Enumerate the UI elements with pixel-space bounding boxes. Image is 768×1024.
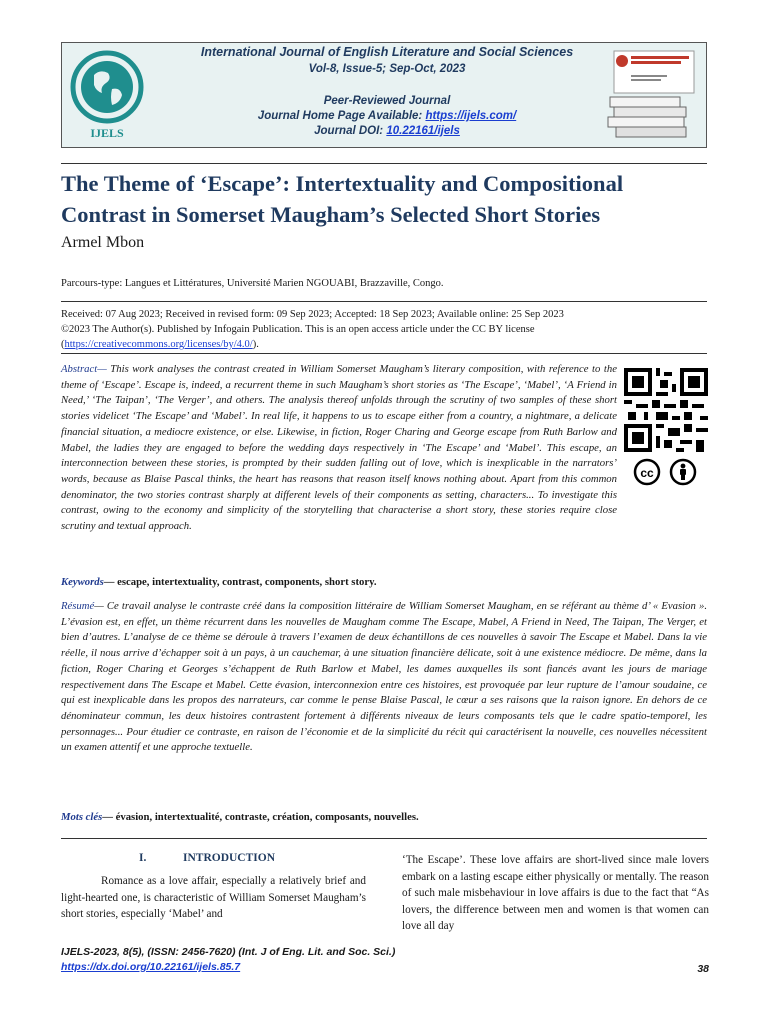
journal-volume: Vol-8, Issue-5; Sep-Oct, 2023 bbox=[308, 63, 466, 75]
dates-line1: Received: 07 Aug 2023; Received in revised form: 09 Sep 2023; Accepted: 18 Sep 2023; Available online: 25 Sep 2023 bbox=[61, 309, 564, 320]
doi-link[interactable]: 10.22161/ijels bbox=[386, 125, 460, 137]
qr-code-icon[interactable] bbox=[624, 368, 708, 452]
license-open: ( bbox=[61, 339, 65, 350]
journal-cover-image bbox=[606, 49, 698, 143]
dates-line2: ©2023 The Author(s). Published by Infogain Publication. This is an open access article under the CC BY license bbox=[61, 324, 535, 335]
abstract-text: This work analyses the contrast created in William Somerset Maugham’s literary composition, with reference to the theme of ‘Escape’. Escape is, indeed, a recurrent theme in such Maugham’s short stories as ‘The Escape’, ‘Mabel’, ‘A Friend in Need,’ ‘The Taipan’, ‘The Verger’, and others. The analysis thereof unfolds through the scrutiny of two samples of these short stories videlicet ‘The Escape’ and ‘Mabel’. In real life, it happens to us to escape either from a country, a nightmare, a delicate financial situation, a mediocre existence, or else. Likewise, in fiction, Roger Charing and George escape from Ruth Barlow and Mabel, the ladies they are engaged to before the wedding days respectively in ‘The Escape’ and ‘Mabel’. This escape, an interconnection between these stories, is prompted by their sudden falling out of love, which is inexplicable in the narrators’ words, because as Blaise Pascal thinks, the heart has reasons that reason itself knows nothing about. Apart from this common denominator, the two stories contrast sharply at different levels of their components as setting, characters... To investigate this contrast, owing to the economy and simplicity of the storytelling that characterise a short story, these stories require close scrutiny and textual approach. bbox=[61, 363, 617, 533]
mots-label: Mots clés bbox=[61, 811, 103, 823]
resume-text: — Ce travail analyse le contraste créé dans la composition littéraire de William Somerset Maugham, en se référant au thème d’ « Evasion ». L’évasion est, en effet, un thème récurrent dans les nouvelles de Maugham comme The Escape, Mabel, A Friend in Need, The Taipan, The Verger, et bien d’autres. L’analyse de ce thème se déroule à travers l’examen de deux échantillons de ces nouvelles à savoir The Escape et Mabel. Dans la vie réelle, il nous arrive d’échapper soit à un pays, à un cauchemar, à une situation financière délicate, soit à une existence médiocre. De même, dans la fiction, Roger Charing et Georges s’échappent de Ruth Barlow et Mabel, les dames auxquelles ils sont fiancés avant les jours de mariage respectivement dans The Escape et Mabel. Cette évasion, interconnexion entre ces histoires, est provoquée par leur rupture de l’amour soudaine, ce qui est inexplicable dans les propos des narrateurs, car comme le pense Blaise Pascal, le cœur a ses raisons que la raison ignore. En dehors de ce dénominateur commun, les deux histoires contrastent fortement à différents niveaux de leurs composants tels que le cadre spatio-temporel, les personnages... Pour étudier ce contraste, en raison de l’économie et de la simplicité du récit qui caractérisent la nouvelle, ces nouvelles nécessitent un examen attentif et une approche textuelle. bbox=[61, 600, 707, 754]
license-line bbox=[61, 337, 711, 352]
affiliation: Parcours-type: Langues et Littératures, Université Marien NGOUABI, Brazzaville, Congo. bbox=[61, 278, 444, 289]
page-footer bbox=[61, 945, 709, 975]
svg-text:cc: cc bbox=[640, 466, 654, 480]
abstract-top-rule bbox=[61, 353, 707, 354]
license-link[interactable]: https://creativecommons.org/licenses/by/4.0/ bbox=[64, 339, 253, 350]
keywords-label: Keywords bbox=[61, 576, 104, 588]
mots-cles bbox=[61, 811, 419, 823]
journal-title: International Journal of English Literature and Social Sciences bbox=[200, 45, 574, 59]
page-number: 38 bbox=[697, 963, 709, 975]
peer-reviewed: Peer-Reviewed Journal bbox=[323, 95, 451, 107]
paper-title bbox=[61, 168, 721, 230]
journal-doi bbox=[172, 125, 602, 137]
journal-header bbox=[61, 42, 707, 148]
body-column-right: ‘The Escape’. These love affairs are short-lived since male lovers embark on a lasting escape either physically or mentally. The reason of such male misbehaviour in love affairs is due to the fact that “As lovers, the difference between men and women is that women can love all day bbox=[402, 854, 709, 932]
dates-top-rule bbox=[61, 301, 707, 302]
paper-title-line1: The Theme of ‘Escape’: Intertextuality and Compositional bbox=[61, 171, 624, 196]
body-top-rule bbox=[61, 838, 707, 839]
resume bbox=[61, 599, 707, 756]
section-number: I. bbox=[139, 852, 147, 864]
license-close: ). bbox=[252, 339, 259, 350]
cc-by-license-icon[interactable] bbox=[631, 458, 701, 486]
footer-citation: IJELS-2023, 8(5), (ISSN: 2456-7620) (Int. J of Eng. Lit. and Soc. Sci.) bbox=[61, 946, 396, 958]
resume-label: Résumé bbox=[61, 600, 95, 612]
keywords bbox=[61, 576, 711, 588]
home-label: Journal Home Page Available: bbox=[257, 110, 426, 122]
abstract bbox=[61, 362, 617, 535]
journal-logo bbox=[68, 49, 146, 143]
paper-title-line2: Contrast in Somerset Maugham’s Selected Short Stories bbox=[61, 202, 601, 227]
section-title: INTRODUCTION bbox=[183, 852, 276, 864]
abstract-label: Abstract— bbox=[61, 363, 107, 375]
article-dates bbox=[61, 307, 711, 352]
home-link[interactable]: https://ijels.com/ bbox=[425, 110, 517, 122]
doi-label: Journal DOI: bbox=[314, 125, 387, 137]
body-column-left: Romance as a love affair, especially a relatively brief and light-hearted one, is characteristic of William Somerset Maugham’s short stories, especially ‘Mabel’ and bbox=[61, 875, 366, 920]
keywords-text: — escape, intertextuality, contrast, components, short story. bbox=[103, 576, 377, 588]
mots-text: — évasion, intertextualité, contraste, création, composants, nouvelles. bbox=[102, 811, 419, 823]
journal-home bbox=[172, 110, 602, 122]
footer-doi-link[interactable]: https://dx.doi.org/10.22161/ijels.85.7 bbox=[61, 961, 241, 973]
title-top-rule bbox=[61, 163, 707, 164]
logo-text: IJELS bbox=[90, 126, 124, 140]
author: Armel Mbon bbox=[61, 234, 145, 251]
